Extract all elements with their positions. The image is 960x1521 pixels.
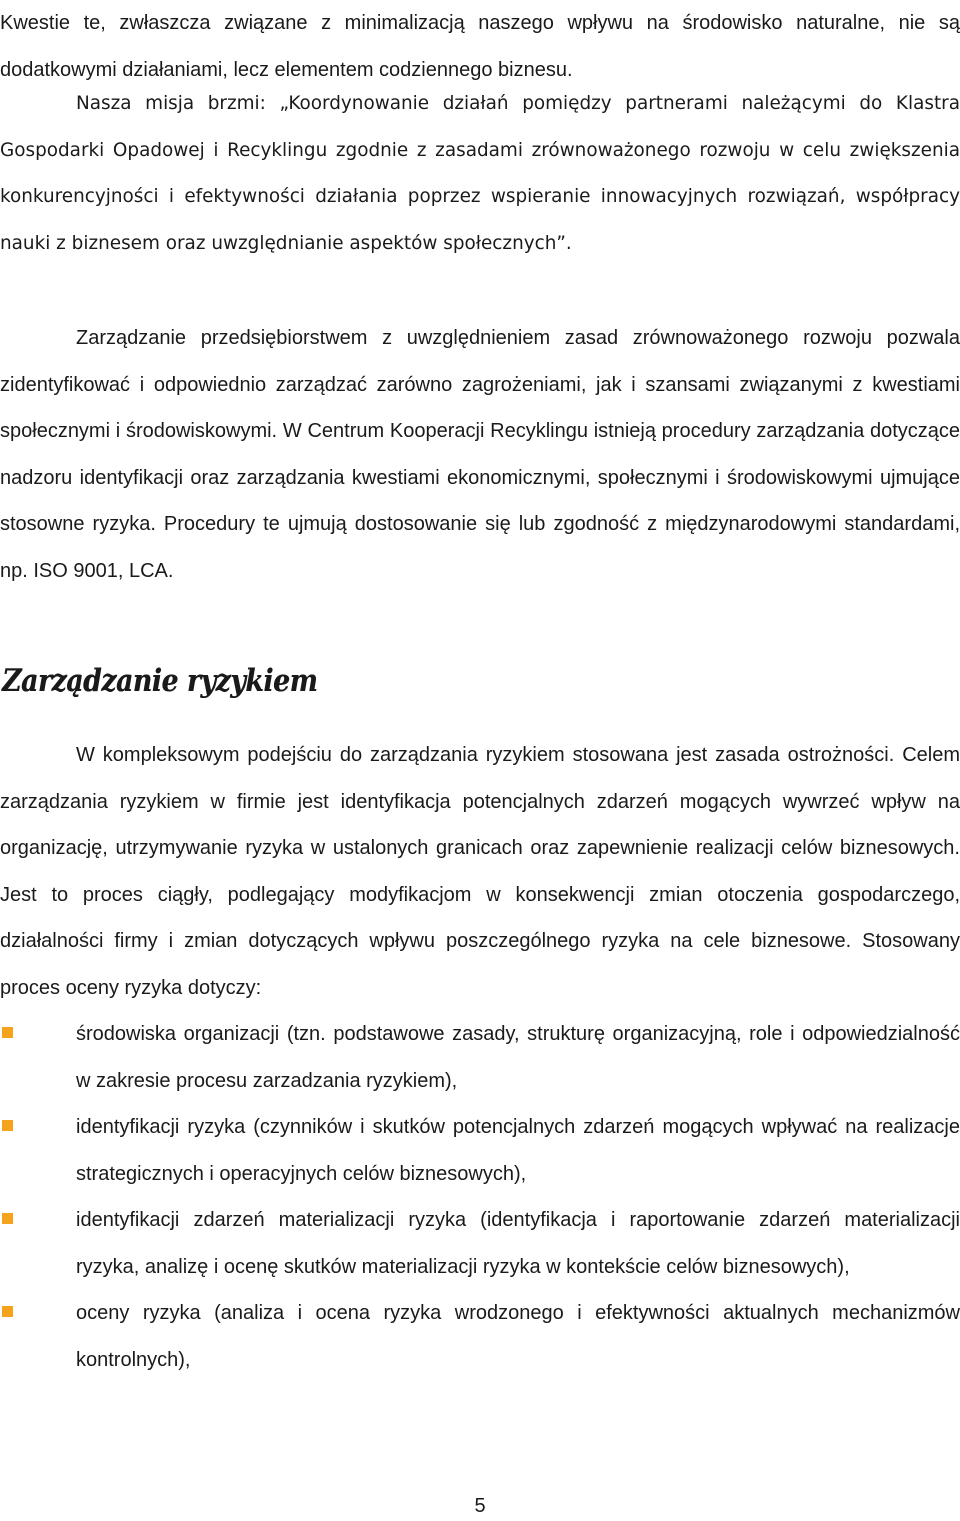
- paragraph-risk-management: W kompleksowym podejściu do zarządzania ryzykiem stosowana jest zasada ostrożności. Celem zarządzania ryzykiem w firmie jest identyfikacja potencjalnych zdarzeń mogących wywrzeć wpływ na organizację, utrzymywanie ryzyka w ustalonych granicach oraz zapewnienie realizacji celów biznesowych. Jest to proces ciągły, podlegający modyfikacjom w konsekwencji zmian otoczenia gospodarczego, działalności firmy i zmian dotyczących wpływu poszczególnego ryzyka na cele biznesowe. Stosowany proces oceny ryzyka dotyczy:: [0, 744, 960, 999]
- list-item-text: środowiska organizacji (tzn. podstawowe zasady, strukturę organizacyjną, role i odpowiedzialność w zakresie procesu zarzadzania ryzykiem),: [76, 1023, 960, 1092]
- list-item-text: identyfikacji zdarzeń materializacji ryzyka (identyfikacja i raportowanie zdarzeń materializacji ryzyka, analizę i ocenę skutków materializacji ryzyka w kontekście celów biznesowych),: [76, 1209, 960, 1278]
- paragraph-intro: Kwestie te, zwłaszcza związane z minimalizacją naszego wpływu na środowisko naturalne, nie są dodatkowymi działaniami, lecz elementem codziennego biznesu.: [0, 12, 960, 81]
- list-item: [0, 1104, 960, 1197]
- paragraph-mission: Nasza misja brzmi: „Koordynowanie działań pomiędzy partnerami należącymi do Klastra Gospodarki Opadowej i Recyklingu zgodnie z zasadami zrównoważonego rozwoju w celu zwiększenia konkurencyjności i efektywności działania poprzez wspieranie innowacyjnych rozwiązań, współpracy nauki z biznesem oraz uwzględnianie aspektów społecznych”.: [0, 93, 960, 254]
- square-bullet-icon: [2, 1213, 13, 1224]
- risk-assessment-list: [0, 1011, 960, 1383]
- list-item-text: identyfikacji ryzyka (czynników i skutków potencjalnych zdarzeń mogących wpływać na realizacje strategicznych i operacyjnych celów biznesowych),: [76, 1116, 960, 1185]
- list-item-text: oceny ryzyka (analiza i ocena ryzyka wrodzonego i efektywności aktualnych mechanizmów kontrolnych),: [76, 1302, 960, 1371]
- list-item: [0, 1290, 960, 1383]
- square-bullet-icon: [2, 1306, 13, 1317]
- list-item: [0, 1011, 960, 1104]
- paragraph-sustainability: Zarządzanie przedsiębiorstwem z uwzględnieniem zasad zrównoważonego rozwoju pozwala zidentyfikować i odpowiednio zarządzać zarówno zagrożeniami, jak i szansami związanymi z kwestiami społecznymi i środowiskowymi. W Centrum Kooperacji Recyklingu istnieją procedury zarządzania dotyczące nadzoru identyfikacji oraz zarządzania kwestiami ekonomicznymi, społecznymi i środowiskowymi ujmujące stosowne ryzyka. Procedury te ujmują dostosowanie się lub zgodność z międzynarodowymi standardami, np. ISO 9001, LCA.: [0, 327, 960, 582]
- section-heading-risk-management: Zarządzanie ryzykiem: [2, 663, 318, 699]
- square-bullet-icon: [2, 1120, 13, 1131]
- list-item: [0, 1197, 960, 1290]
- square-bullet-icon: [2, 1027, 13, 1038]
- page-number: 5: [474, 1495, 486, 1517]
